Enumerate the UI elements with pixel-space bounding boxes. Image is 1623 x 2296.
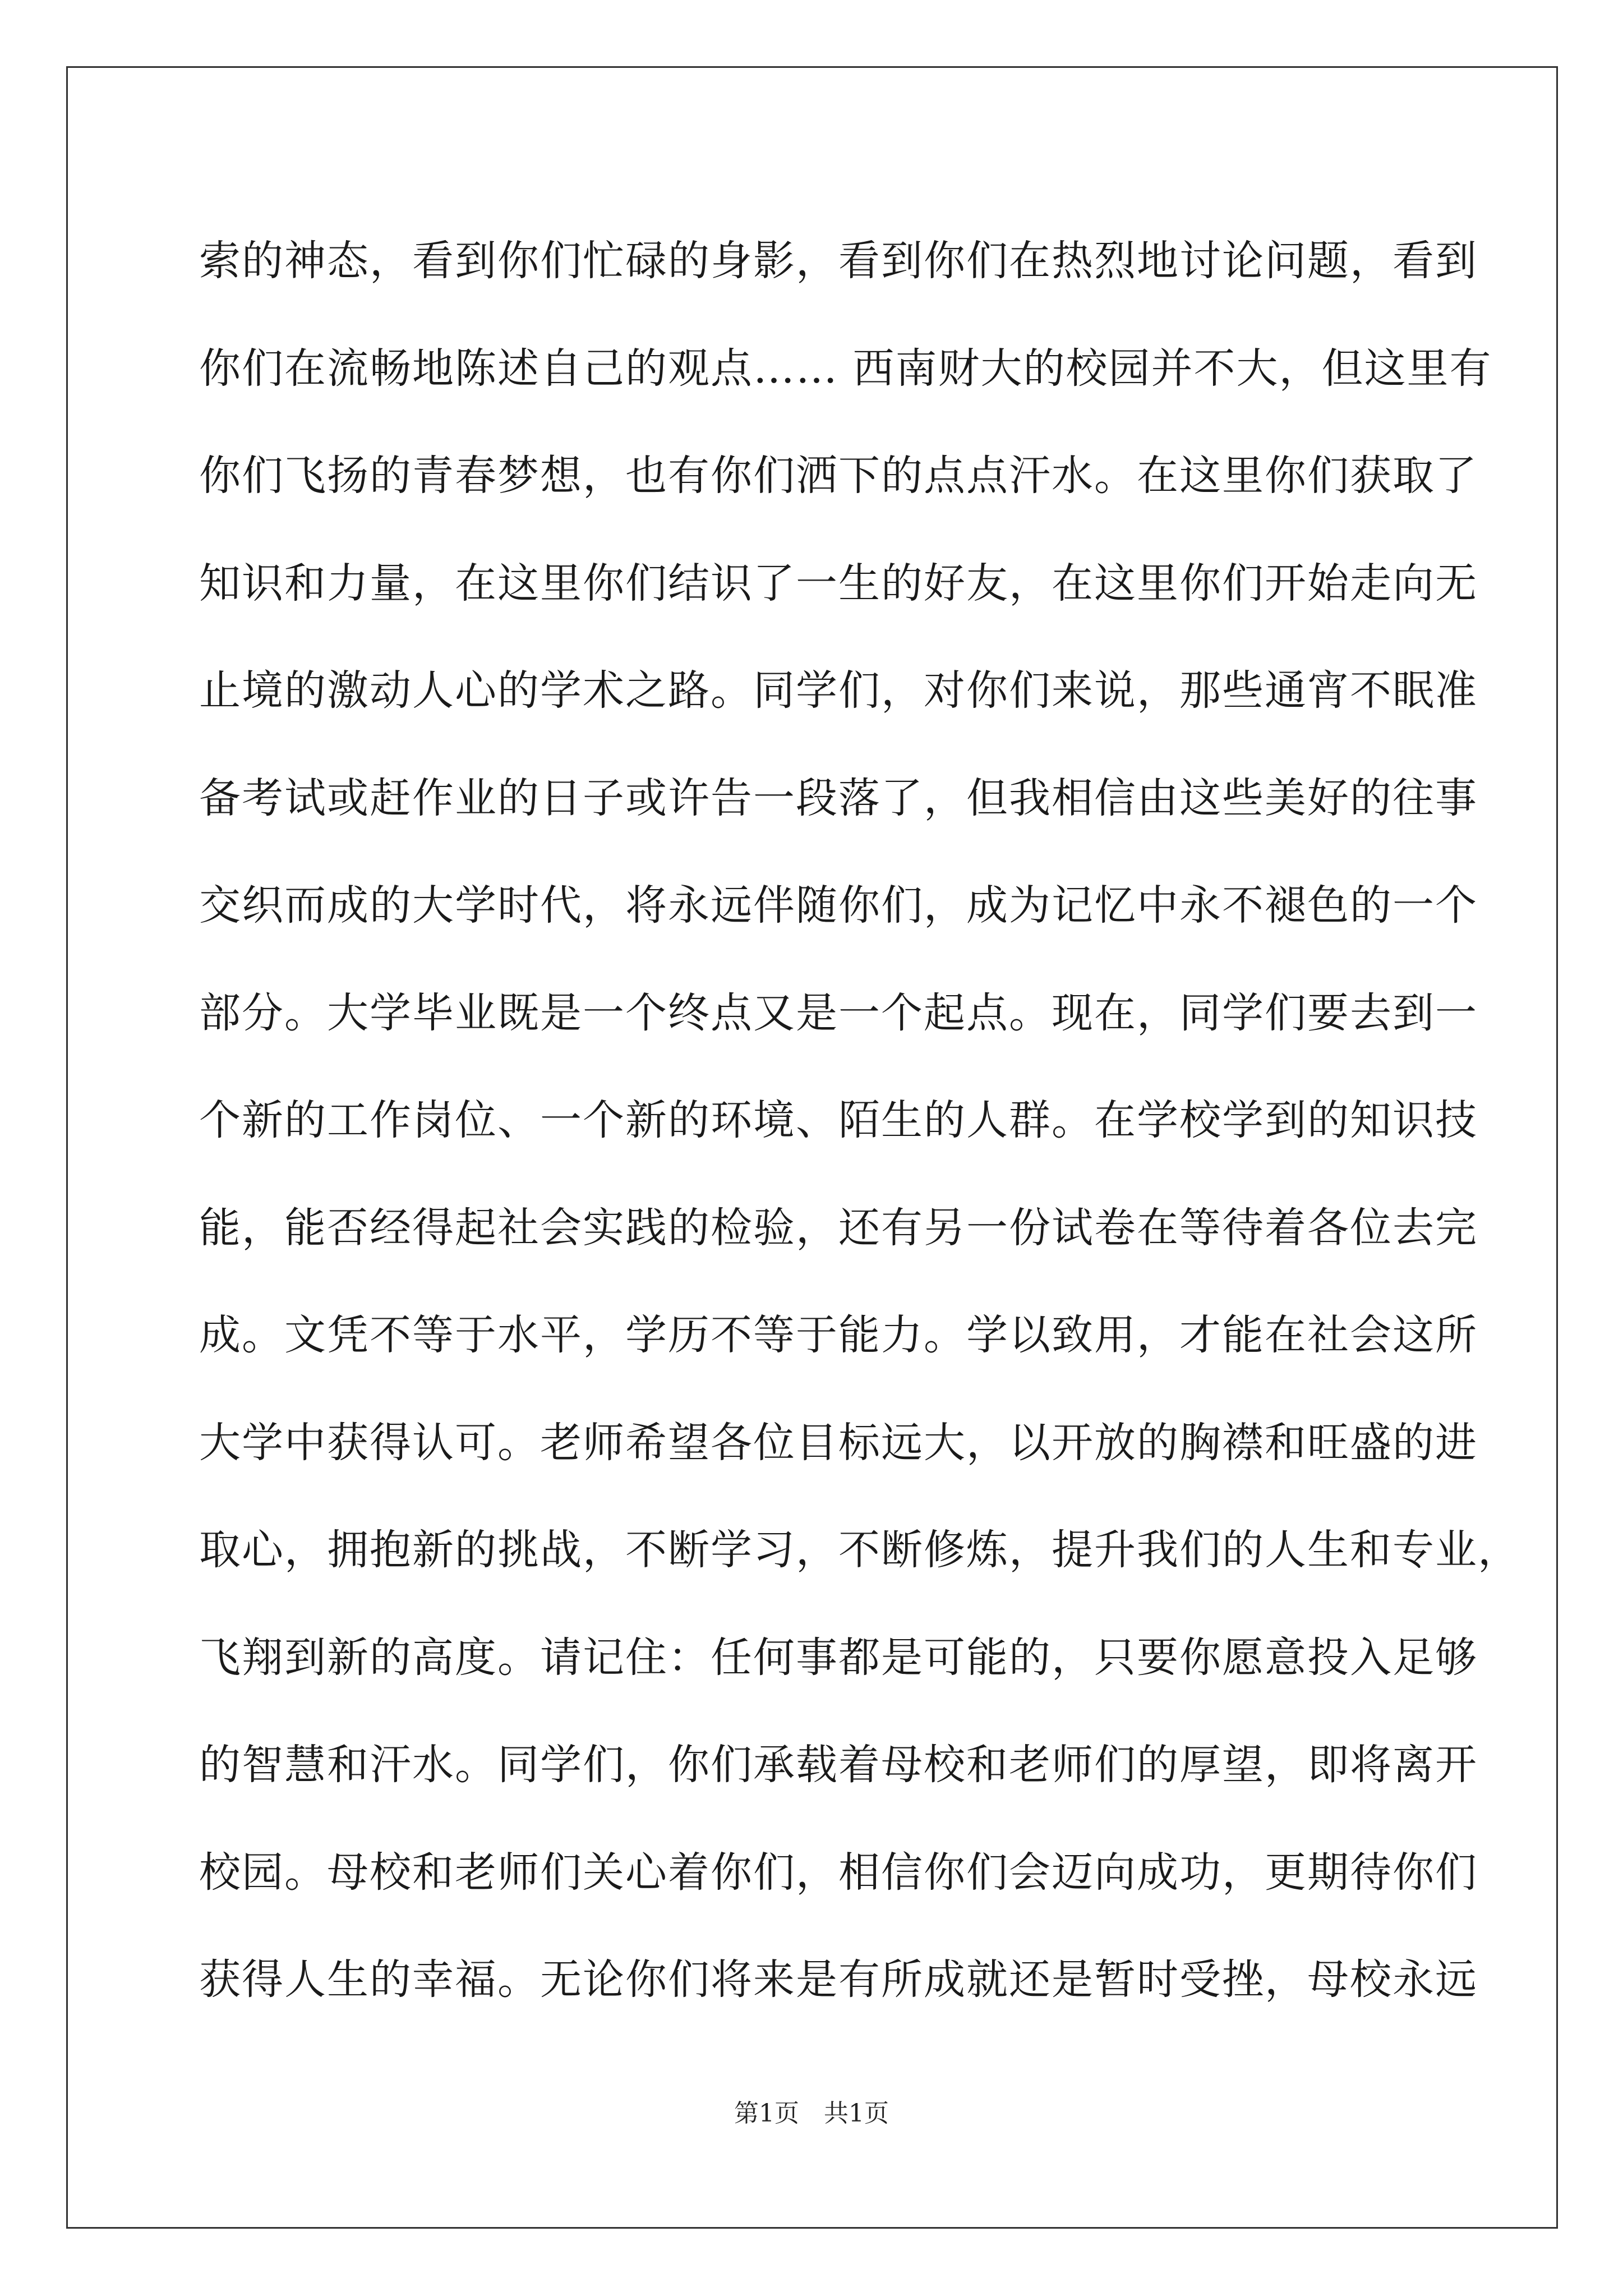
text-line-4: 知识和力量，在这里你们结识了一生的好友，在这里你们开始走向无 [199,559,1478,608]
text-line-8: 部分。大学毕业既是一个终点又是一个起点。现在，同学们要去到一 [199,988,1478,1037]
text-line-14: 飞翔到新的高度。请记住：任何事都是可能的，只要你愿意投入足够 [199,1633,1478,1682]
total-pages: 共1页 [824,2099,889,2128]
text-line-9: 个新的工作岗位、一个新的环境、陌生的人群。在学校学到的知识技 [199,1096,1478,1144]
text-line-16: 校园。母校和老师们关心着你们，相信你们会迈向成功，更期待你们 [199,1848,1478,1897]
text-line-13: 取心，拥抱新的挑战，不断学习，不断修炼，提升我们的人生和专业， [199,1526,1520,1574]
page-footer [0,2097,1623,2131]
text-line-5: 止境的激动人心的学术之路。同学们，对你们来说，那些通宵不眠准 [199,666,1478,715]
body-text [199,208,1520,2034]
text-line-10: 能，能否经得起社会实践的检验，还有另一份试卷在等待着各位去完 [199,1203,1478,1252]
text-line-3: 你们飞扬的青春梦想，也有你们洒下的点点汗水。在这里你们获取了 [199,452,1478,500]
text-line-12: 大学中获得认可。老师希望各位目标远大，以开放的胸襟和旺盛的进 [199,1418,1478,1467]
text-line-11: 成。文凭不等于水平，学历不等于能力。学以致用，才能在社会这所 [199,1311,1478,1359]
text-line-17: 获得人生的幸福。无论你们将来是有所成就还是暂时受挫，母校永远 [199,1955,1478,2004]
text-line-1: 索的神态，看到你们忙碌的身影，看到你们在热烈地讨论问题，看到 [199,237,1478,285]
text-line-7: 交织而成的大学时代，将永远伴随你们，成为记忆中永不褪色的一个 [199,881,1478,930]
text-line-2: 你们在流畅地陈述自己的观点…… 西南财大的校园并不大，但这里有 [199,344,1492,393]
text-line-6: 备考试或赶作业的日子或许告一段落了，但我相信由这些美好的往事 [199,774,1478,822]
page-number: 第1页 [734,2099,799,2128]
text-line-15: 的智慧和汗水。同学们，你们承载着母校和老师们的厚望，即将离开 [199,1741,1478,1789]
